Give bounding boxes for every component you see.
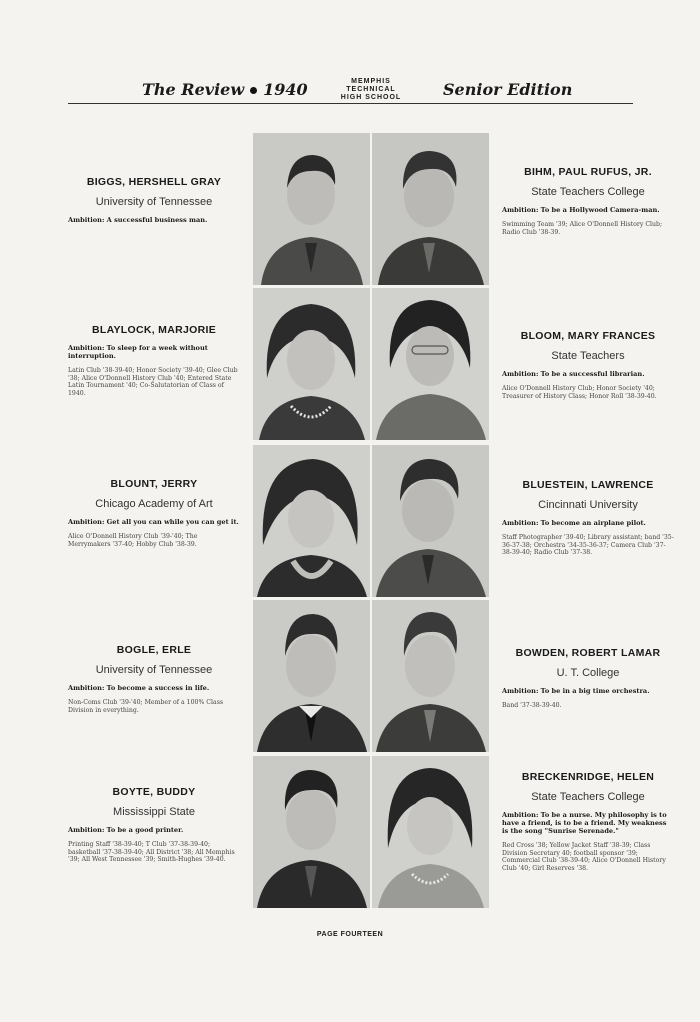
student-school: University of Tennessee <box>95 196 213 208</box>
student-school: State Teachers College <box>531 791 645 803</box>
student-entry <box>68 324 240 397</box>
student-name: BLOOM, MARY FRANCES <box>520 330 656 342</box>
student-activities: Staff Photographer '39-40; Library assistant; band '35-36-37-38; Orchestra '34-35-36-37; Camera Club '37-38-39-40; Radio Club '37-38. <box>502 534 674 557</box>
student-entry <box>68 478 240 548</box>
student-ambition: Ambition: To be a nurse. My philosophy is to have a friend, is to be a friend. My weakness is the song "Sunrise Serenade." <box>502 811 667 835</box>
student-activities: Alice O'Donnell History Club '39-'40; The Merrymakers '37-40; Hobby Club '38-39. <box>68 533 198 548</box>
student-activities: Latin Club '38-39-40; Honor Society '39-40; Glee Club '38; Alice O'Donnell History Club '40; Entered State Latin Tournament '40; Co-Salutatorian of Class of 1940. <box>68 367 238 397</box>
student-activities: Printing Staff '38-39-40; T Club '37-38-39-40; basketball '37-38-39-40; All District '38; All Memphis '39; All West Tennessee '39; Smith-Hughes '39-40. <box>68 841 235 864</box>
portrait-photo <box>253 600 370 752</box>
student-name: BIGGS, HERSHELL GRAY <box>86 176 222 188</box>
student-activities: Red Cross '38; Yellow Jacket Staff '38-39; Class Division Secretary 40; football sponsor '39; Commercial Club '38-39-40; Alice O'Donnell History Club '40; Girl Reserves '38. <box>502 842 666 872</box>
student-name: BIHM, PAUL RUFUS, JR. <box>524 166 652 178</box>
portrait-photo <box>372 445 489 597</box>
page-number: PAGE FOURTEEN <box>316 931 384 938</box>
student-activities: Non-Coms Club '39-'40; Member of a 100% Class Division in everything. <box>68 699 224 714</box>
student-ambition: Ambition: To be a Hollywood Camera-man. <box>502 206 660 214</box>
student-ambition: Ambition: A successful business man. <box>68 216 208 224</box>
portrait-photo <box>253 288 370 440</box>
student-entry <box>68 786 240 864</box>
student-school: Chicago Academy of Art <box>95 498 213 510</box>
student-name: BRECKENRIDGE, HELEN <box>521 771 655 783</box>
student-name: BOYTE, BUDDY <box>112 786 196 798</box>
edition-title: Senior Edition <box>443 80 573 99</box>
student-entry <box>68 644 240 714</box>
student-school: State Teachers <box>551 350 625 362</box>
student-entry <box>68 176 240 224</box>
student-entry <box>502 647 674 710</box>
student-ambition: Ambition: To be a good printer. <box>68 826 184 834</box>
student-school: Cincinnati University <box>538 499 638 511</box>
publication-title: The Review 1940 <box>142 80 308 99</box>
student-ambition: Ambition: To be in a big time orchestra. <box>502 687 650 695</box>
student-ambition: Ambition: Get all you can while you can get it. <box>68 518 239 526</box>
student-ambition: Ambition: To become an airplane pilot. <box>502 519 646 527</box>
student-activities: Alice O'Donnell History Club; Honor Society '40; Treasurer of History Class; Honor Roll '38-39-40. <box>502 385 657 400</box>
portrait-photo <box>372 288 489 440</box>
student-school: State Teachers College <box>531 186 645 198</box>
student-ambition: Ambition: To sleep for a week without interruption. <box>68 344 208 360</box>
school-name: MEMPHIS TECHNICAL HIGH SCHOOL <box>340 78 402 101</box>
portrait-photo <box>253 133 370 285</box>
student-ambition: Ambition: To be a successful librarian. <box>502 370 645 378</box>
portrait-photo <box>372 600 489 752</box>
student-name: BLUESTEIN, LAWRENCE <box>522 479 654 491</box>
student-ambition: Ambition: To become a success in life. <box>68 684 210 692</box>
student-school: Mississippi State <box>113 806 195 818</box>
student-name: BLOUNT, JERRY <box>110 478 198 490</box>
portrait-photo <box>253 445 370 597</box>
student-entry <box>502 479 674 557</box>
student-activities: Band '37-38-39-40. <box>502 702 562 709</box>
portrait-photo <box>372 133 489 285</box>
bullet-dot <box>250 87 257 94</box>
portrait-photo <box>372 756 489 908</box>
student-entry <box>502 166 674 236</box>
student-name: BOWDEN, ROBERT LAMAR <box>515 647 661 659</box>
header-divider <box>68 103 633 104</box>
student-name: BLAYLOCK, MARJORIE <box>91 324 217 336</box>
student-name: BOGLE, ERLE <box>116 644 192 656</box>
student-activities: Swimming Team '39; Alice O'Donnell History Club; Radio Club '38-39. <box>502 221 663 236</box>
student-school: U. T. College <box>556 667 620 679</box>
student-entry <box>502 330 674 400</box>
portrait-photo <box>253 756 370 908</box>
student-school: University of Tennessee <box>95 664 213 676</box>
student-entry <box>502 771 674 872</box>
